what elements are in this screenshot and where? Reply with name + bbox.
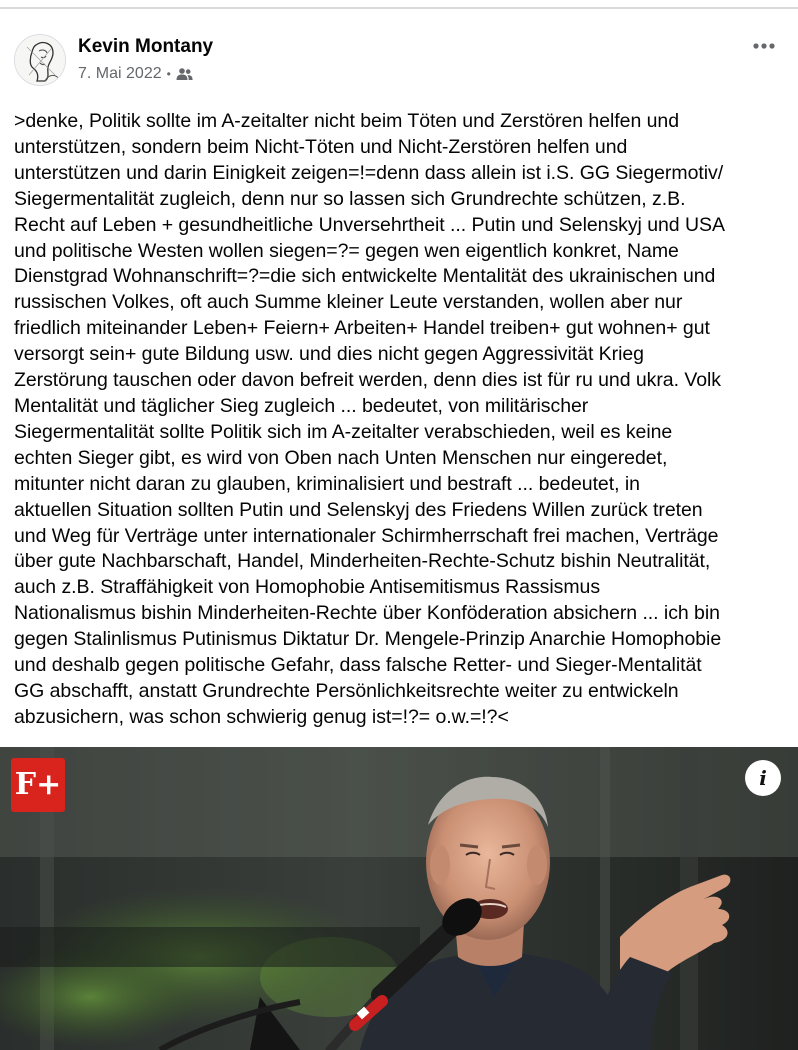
post-text: >denke, Politik sollte im A-zeitalter nicht beim Töten und Zerstören helfen und unterstützen, sondern beim Nicht-Töten und Nicht-Zerstören helfen und unterstützen und darin Einigkeit zeigen=!=denn dass allein ist i.S. GG Siegermotiv/ Siegermentalität zugleich, denn nur so lassen sich Grundrechte schützen, z.B. Recht auf Leben + gesundheitliche Unversehrtheit ... Putin und Selenskyj und USA und politische Westen wollen siegen=?= gegen wen eigentlich konkret, Name Dienstgrad Wohnanschrift=?=die sich entwickelte Mentalität des ukrainischen und russischen Volkes, oft auch Summe kleiner Leute verstanden, wollen aber nur friedlich miteinander Leben+ Feiern+ Arbeiten+ Handel treiben+ gut wohnen+ gut versorgt sein+ gute Bildung usw. und dies nicht gegen Aggressivität Krieg Zerstörung tauschen oder davon befreit werden, denn dies ist für ru und ukra. Volk Mentalität und täglicher Sieg zugleich ... bedeutet, von militärischer Siegermentalität sollte Politik sich im A-zeitalter verabschieden, weil es keine echten Sieger gibt, es wird von Oben nach Unten Menschen nur eingeredet, mitunter nicht daran zu glauben, kriminalisiert und bestraft ... bedeutet, in aktuellen Situation sollten Putin und Selenskyj des Friedens Willen zurück treten und Weg für Verträge unter internationaler Schirmherrschaft frei machen, Verträge über gute Nachbarschaft, Handel, Minderheiten-Rechte-Schutz bishin Neutralität, auch z.B. Straffähigkeit von Homophobie Antisemitismus Rassismus Nationalismus bishin Minderheiten-Rechte über Konföderation absichern ... ich bin gegen Stalinlismus Putinismus Diktatur Dr. Mengele-Prinzip Anarchie Homophobie und deshalb gegen politische Gefahr, dass falsche Retter- und Sieger-Mentalität GG abschafft, anstatt Grundrechte Persönlichkeitsrechte weiter zu entwickeln abzusichern, was schon schwierig genug ist=!?= o.w.=!?< (14, 110, 725, 728)
post-header (0, 28, 798, 94)
info-button[interactable]: i (745, 760, 781, 796)
avatar[interactable] (14, 34, 66, 86)
friends-icon[interactable] (176, 67, 193, 81)
faz-plus-badge: F+ (11, 758, 65, 812)
author-name[interactable]: Kevin Montany (78, 36, 214, 57)
post-date[interactable]: 7. Mai 2022 (78, 65, 162, 82)
link-preview-image[interactable] (0, 747, 798, 1050)
more-options-icon (753, 43, 775, 49)
post-meta (78, 65, 193, 83)
speaker-photo (0, 747, 798, 1050)
meta-separator: • (166, 67, 171, 81)
more-options-button[interactable] (746, 34, 782, 58)
top-divider (0, 7, 798, 9)
